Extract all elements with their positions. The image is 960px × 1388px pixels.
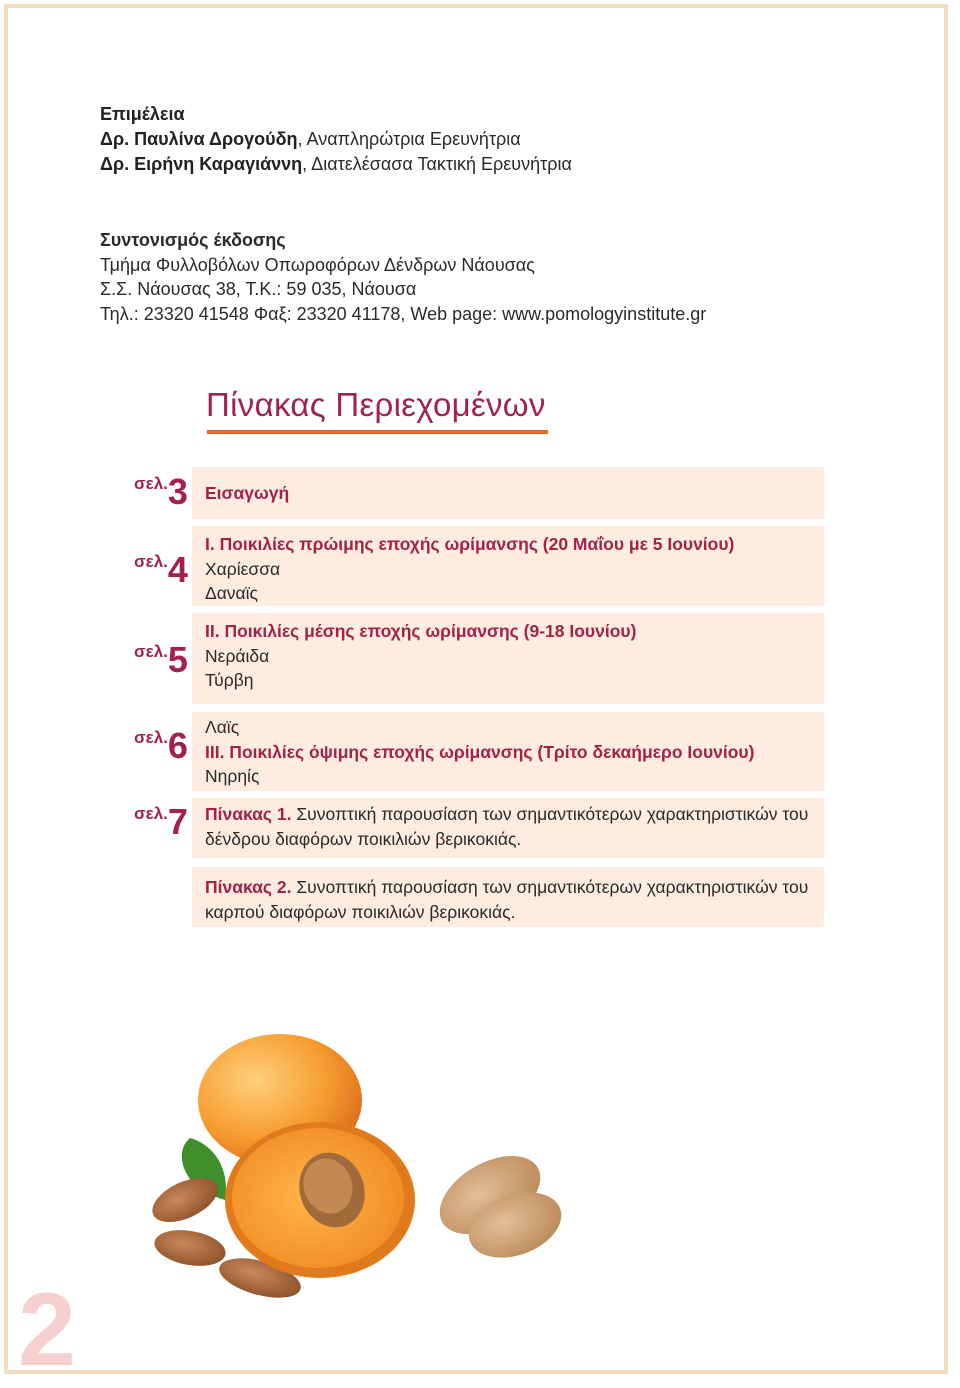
credit-person2-name: Δρ. Ειρήνη Καραγιάννη [100,154,303,174]
credits-heading: Επιμέλεια [100,104,185,124]
toc-table2-text: Συνοπτική παρουσίαση των σημαντικότερων χαρακτηριστικών του [291,877,809,897]
page-number: 3 [167,471,188,512]
page-number: 4 [167,549,188,590]
toc-entry-intro[interactable] [192,467,824,519]
toc-title: Πίνακας Περιεχομένων [206,386,546,423]
toc-entry-table1[interactable] [192,798,824,858]
page-number-large: 2 [18,1272,76,1388]
toc-entry-table2[interactable] [192,867,824,927]
toc-section1-title: Ι. Ποικιλίες πρώιμης εποχής ωρίμανσης (20 Μαΐου με 5 Ιουνίου) [205,534,735,554]
page-prefix: σελ. [134,804,168,823]
toc-variety-item: Δαναϊς [205,583,258,603]
toc-variety-item: Νηρηίς [205,766,260,786]
toc-section2-title: ΙΙ. Ποικιλίες μέσης εποχής ωρίμανσης (9-18 Ιουνίου) [205,621,637,641]
page-prefix: σελ. [134,642,168,661]
page-number: 5 [167,639,188,680]
credit-person1-role: , Αναπληρώτρια Ερευνήτρια [297,129,521,149]
page-prefix: σελ. [134,474,168,493]
toc-table1-label: Πίνακας 1. [205,804,292,824]
page-number: 6 [167,725,188,766]
page-ref-3 [134,471,188,512]
coordination-heading: Συντονισμός έκδοσης [100,230,286,250]
toc-variety-item: Νεράιδα [205,645,270,666]
toc-variety-item: Τύρβη [205,670,254,690]
toc-title-underline [207,430,548,434]
credits-block [100,102,572,177]
page-ref-6 [134,725,188,766]
toc-section3-title: ΙΙΙ. Ποικιλίες όψιμης εποχής ωρίμανσης (Τρίτο δεκαήμερο Ιουνίου) [205,741,755,762]
page-prefix: σελ. [134,552,168,571]
page-number: 7 [167,801,188,842]
almond [152,1225,229,1271]
toc-table2-text-cont: καρπού διαφόρων ποικιλιών βερικοκιάς. [205,901,516,922]
credit-person2-role: , Διατελέσασα Τακτική Ερευνήτρια [302,154,572,174]
toc-entry-section1[interactable] [192,526,824,606]
page-ref-7 [134,801,188,842]
coordination-block [100,228,706,326]
page-prefix: σελ. [134,728,168,747]
toc-entry-section3[interactable] [192,712,824,791]
page-ref-5 [134,639,188,680]
toc-table1-text: Συνοπτική παρουσίαση των σημαντικότερων χαρακτηριστικών του [291,804,809,824]
toc-entry-section2[interactable] [192,613,824,704]
toc-table2-label: Πίνακας 2. [205,877,292,897]
coordination-line3: Τηλ.: 23320 41548 Φαξ: 23320 41178, Web page: www.pomologyinstitute.gr [100,303,707,324]
coordination-line1: Τμήμα Φυλλοβόλων Οπωροφόρων Δένδρων Νάουσας [100,254,535,275]
coordination-line2: Σ.Σ. Νάουσας 38, Τ.Κ.: 59 035, Νάουσα [100,279,417,299]
toc-variety-item: Λαϊς [205,717,240,737]
page-ref-4 [134,549,188,590]
toc-table1-text-cont: δένδρου διαφόρων ποικιλιών βερικοκιάς. [205,828,522,849]
apricot-almonds-image [120,1030,570,1300]
credit-person1-name: Δρ. Παυλίνα Δρογούδη [100,129,298,149]
toc-variety-item: Χαρίεσσα [205,558,281,579]
toc-intro-label: Εισαγωγή [205,483,290,503]
